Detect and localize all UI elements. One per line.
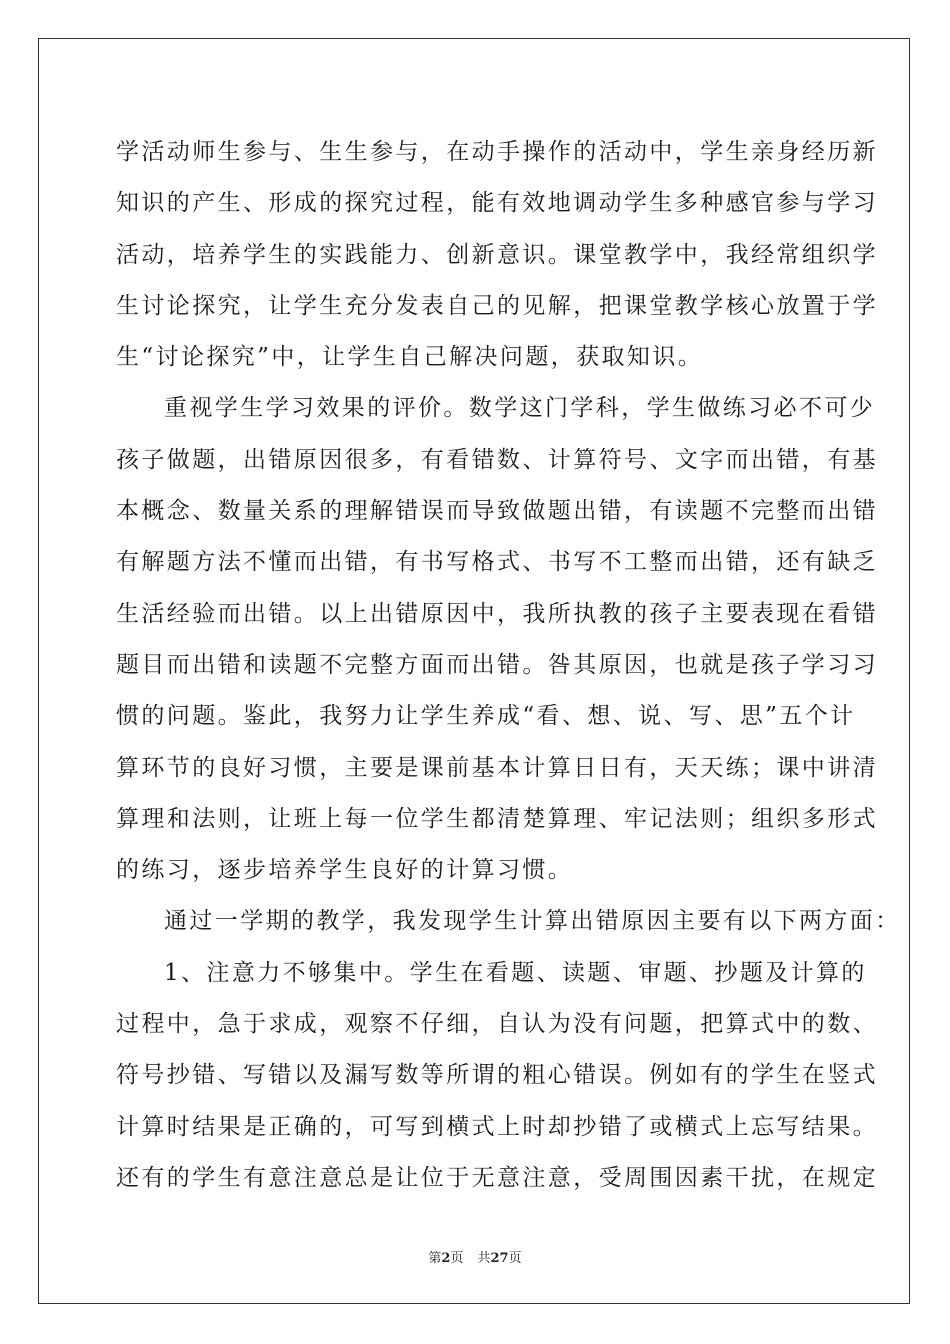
total-prefix: 共 <box>477 1251 491 1266</box>
text-line: 生“讨论探究”中，让学生自己解决问题，获取知识。 <box>116 344 704 371</box>
text-line: 学活动师生参与、生生参与，在动手操作的活动中，学生亲身经历新 <box>116 139 878 165</box>
page-footer <box>0 1247 950 1266</box>
text-line: 过程中，急于求成，观察不仔细，自认为没有问题，把算式中的数、 <box>116 1011 878 1038</box>
text-line: 算理和法则，让班上每一位学生都清楚算理、牢记法则；组织多形式 <box>116 805 878 832</box>
text-line: 计算时结果是正确的，可写到横式上时却抄错了或横式上忘写结果。 <box>116 1113 878 1140</box>
text-line: 活动，培养学生的实践能力、创新意识。课堂教学中，我经常组织学 <box>116 241 878 268</box>
text-line: 有解题方法不懂而出错，有书写格式、书写不工整而出错，还有缺乏 <box>116 549 878 576</box>
text-line: 题目而出错和读题不完整方面而出错。咎其原因，也就是孩子学习习 <box>116 651 878 678</box>
text-line: 还有的学生有意注意总是让位于无意注意，受周围因素干扰，在规定 <box>116 1164 878 1191</box>
text-line: 知识的产生、形成的探究过程，能有效地调动学生多种感官参与学习 <box>116 190 878 217</box>
total-pages: 27 <box>490 1251 509 1266</box>
text-line: 惯的问题。鉴此，我努力让学生养成“看、想、说、写、思”五个计 <box>116 703 856 730</box>
page-number: 2 <box>441 1251 451 1266</box>
text-line: 的练习，逐步培养学生良好的计算习惯。 <box>116 857 574 884</box>
page-suffix: 页 <box>450 1251 464 1266</box>
paragraph-start-line: 重视学生学习效果的评价。数学这门学科，学生做练习必不可少 <box>164 395 876 422</box>
text-line: 生讨论探究，让学生充分发表自己的见解，把课堂教学核心放置于学 <box>116 292 878 319</box>
text-line: 算环节的良好习惯，主要是课前基本计算日日有，天天练；课中讲清 <box>116 754 878 781</box>
page-prefix: 第 <box>428 1251 442 1266</box>
text-line: 生活经验而出错。以上出错原因中，我所执教的孩子主要表现在看错 <box>116 600 878 627</box>
paragraph-start-line: 通过一学期的教学，我发现学生计算出错原因主要有以下两方面： <box>164 908 901 935</box>
text-line: 符号抄错、写错以及漏写数等所谓的粗心错误。例如有的学生在竖式 <box>116 1062 878 1089</box>
text-line: 本概念、数量关系的理解错误而导致做题出错，有读题不完整而出错 <box>116 498 878 525</box>
text-line: 孩子做题，出错原因很多，有看错数、计算符号、文字而出错，有基 <box>116 446 878 473</box>
paragraph-start-line: 1、注意力不够集中。学生在看题、读题、审题、抄题及计算的 <box>164 959 867 986</box>
total-suffix: 页 <box>508 1251 522 1266</box>
document-body <box>116 127 901 1204</box>
